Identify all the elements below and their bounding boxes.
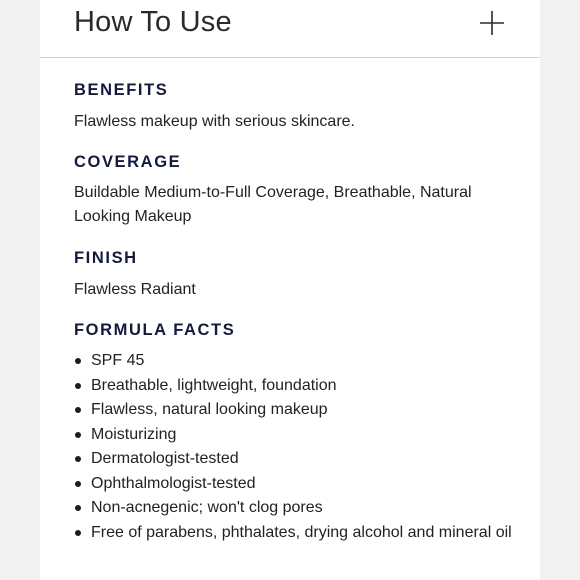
list-item: Flawless, natural looking makeup bbox=[74, 398, 514, 423]
list-item: SPF 45 bbox=[74, 349, 514, 374]
benefits-text: Flawless makeup with serious skincare. bbox=[74, 113, 355, 130]
formula-facts-heading: FORMULA FACTS bbox=[74, 321, 236, 339]
bullet-icon bbox=[75, 383, 81, 389]
list-item: Dermatologist-tested bbox=[74, 447, 514, 472]
bullet-icon bbox=[75, 481, 81, 487]
list-item: Breathable, lightweight, foundation bbox=[74, 374, 514, 399]
finish-heading: FINISH bbox=[74, 249, 138, 267]
benefits-heading: BENEFITS bbox=[74, 81, 169, 99]
bullet-icon bbox=[75, 456, 81, 462]
bullet-icon bbox=[75, 407, 81, 413]
coverage-heading: COVERAGE bbox=[74, 153, 182, 171]
coverage-text: Buildable Medium-to-Full Coverage, Breathable, Natural Looking Makeup bbox=[74, 184, 472, 225]
how-to-use-panel bbox=[40, 0, 540, 580]
bullet-icon bbox=[75, 505, 81, 511]
bullet-icon bbox=[75, 358, 81, 364]
list-item: Free of parabens, phthalates, drying alcohol and mineral oil bbox=[74, 521, 514, 546]
finish-text: Flawless Radiant bbox=[74, 281, 196, 298]
expand-button[interactable] bbox=[477, 8, 507, 38]
bullet-icon bbox=[75, 432, 81, 438]
formula-facts-list bbox=[74, 349, 514, 545]
bullet-icon bbox=[75, 530, 81, 536]
accordion-header[interactable] bbox=[40, 0, 540, 58]
list-item: Non-acnegenic; won't clog pores bbox=[74, 496, 514, 521]
accordion-title: How To Use bbox=[74, 6, 232, 38]
list-item: Ophthalmologist-tested bbox=[74, 472, 514, 497]
list-item: Moisturizing bbox=[74, 423, 514, 448]
plus-icon bbox=[477, 8, 507, 38]
